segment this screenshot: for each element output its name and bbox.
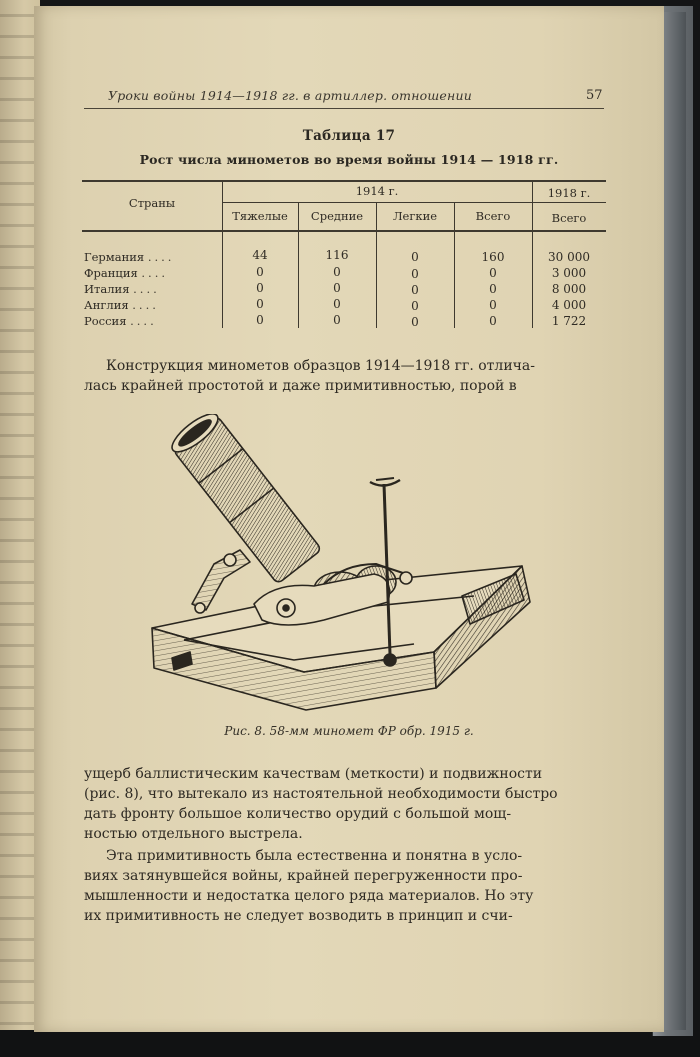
mortar-illustration <box>144 414 544 720</box>
cell-heavy: 0 <box>256 297 264 311</box>
text-line: (рис. 8), что вытекало из настоятельной необходимости быстро <box>84 786 558 802</box>
leader-dots: .... <box>130 314 157 328</box>
book-cover-edge <box>664 12 686 1030</box>
text-line: ущерб баллистическим качествам (меткости) и подвижности <box>84 766 543 782</box>
cell-light: 0 <box>411 299 419 313</box>
cell-heavy: 0 <box>256 281 264 295</box>
text-line: Конструкция минометов образцов 1914—1918 гг. отлича- <box>106 358 535 374</box>
paragraph-3 <box>84 846 606 926</box>
text-line: их примитивность не следует возводить в принцип и счи- <box>84 908 513 924</box>
cell-medium: 0 <box>333 281 341 295</box>
cell-medium: 116 <box>325 248 349 262</box>
cell-total-1918: 4 000 <box>551 298 587 312</box>
cell-light: 0 <box>411 267 419 281</box>
cell-total: 0 <box>489 282 497 296</box>
cell-total: 0 <box>489 298 497 312</box>
text-line: ностью отдельного выстрела. <box>84 826 303 842</box>
text-line: мышленности и недостатка целого ряда материалов. Но эту <box>84 888 534 904</box>
row-country: Россия <box>84 314 127 328</box>
cell-medium: 0 <box>333 265 341 279</box>
leader-dots: .... <box>132 298 159 312</box>
header-total: Всего <box>475 209 511 223</box>
header-rule <box>84 108 604 109</box>
cell-medium: 0 <box>333 297 341 311</box>
header-heavy: Тяжелые <box>232 209 288 223</box>
header-group-1918: 1918 г. <box>547 186 591 200</box>
row-country: Франция <box>84 266 138 280</box>
running-head: Уроки войны 1914—1918 гг. в артиллер. отношении <box>108 88 472 103</box>
backdrop <box>0 1030 700 1057</box>
paragraph-2 <box>84 764 606 844</box>
cell-total-1918: 8 000 <box>551 282 587 296</box>
text-line: лась крайней простотой и даже примитивностью, порой в <box>84 378 517 394</box>
cell-medium: 0 <box>333 313 341 327</box>
cell-light: 0 <box>411 315 419 329</box>
row-country: Италия <box>84 282 130 296</box>
cell-total-1918: 3 000 <box>551 266 587 280</box>
figure-caption: Рис. 8. 58-мм миномет ФР обр. 1915 г. <box>224 724 474 738</box>
mortar-table <box>82 180 606 332</box>
cell-total-1918: 30 000 <box>548 250 590 264</box>
header-group-1914: 1914 г. <box>355 184 399 198</box>
header-medium: Средние <box>310 209 364 223</box>
paragraph-1 <box>84 356 606 396</box>
row-country: Англия <box>84 298 129 312</box>
header-light: Легкие <box>392 209 438 223</box>
text-line: дать фронту большое количество орудий с большой мощ- <box>84 806 512 822</box>
cell-heavy: 0 <box>256 313 264 327</box>
cell-total: 0 <box>489 314 497 328</box>
cell-light: 0 <box>411 250 419 264</box>
page-number: 57 <box>586 88 603 103</box>
table-label: Таблица 17 <box>302 128 396 144</box>
leader-dots: .... <box>141 266 169 280</box>
table-caption: Рост числа минометов во время войны 1914 — 1918 гг. <box>139 152 559 167</box>
cell-total: 0 <box>489 266 497 280</box>
text-line: Эта примитивность была естественна и понятна в усло- <box>106 848 523 864</box>
table-top-rule <box>82 180 606 182</box>
row-country: Германия <box>84 250 145 264</box>
cell-total-1918: 1 722 <box>551 314 587 328</box>
header-total-1918: Всего <box>551 211 587 225</box>
cell-heavy: 44 <box>252 248 268 262</box>
cell-heavy: 0 <box>256 265 264 279</box>
cell-light: 0 <box>411 283 419 297</box>
table-header-rule <box>82 230 606 232</box>
leader-dots: .... <box>133 282 160 296</box>
header-countries: Страны <box>128 196 176 210</box>
book-page <box>34 6 664 1032</box>
table-group-rule <box>222 202 606 203</box>
leader-dots: .... <box>147 250 175 264</box>
text-line: виях затянувшейся войны, крайней перегруженности про- <box>84 868 523 884</box>
cell-total: 160 <box>481 250 505 264</box>
